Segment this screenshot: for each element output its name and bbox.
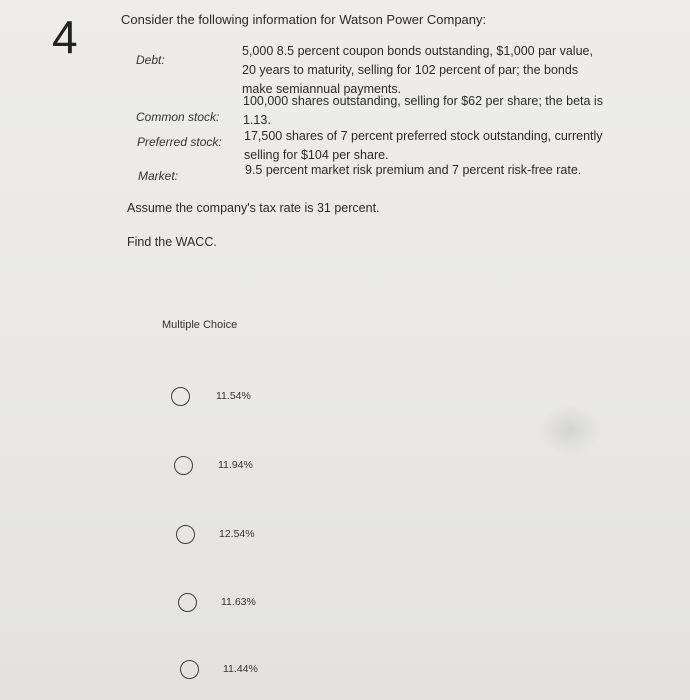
market-description bbox=[245, 161, 581, 180]
multiple-choice-title: Multiple Choice bbox=[162, 319, 238, 331]
debt-line-1: 5,000 8.5 percent coupon bonds outstanding, $1,000 par value, bbox=[242, 44, 593, 58]
radio-button-icon[interactable] bbox=[176, 525, 195, 544]
debt-line-2: 20 years to maturity, selling for 102 percent of par; the bonds bbox=[242, 63, 579, 77]
choice-option-5[interactable] bbox=[180, 657, 300, 681]
choice-option-3[interactable] bbox=[176, 522, 296, 546]
debt-label: Debt: bbox=[136, 53, 165, 67]
choice-label: 11.54% bbox=[216, 390, 251, 402]
common-stock-description bbox=[243, 92, 603, 130]
radio-button-icon[interactable] bbox=[180, 660, 199, 679]
choice-option-2[interactable] bbox=[174, 453, 294, 477]
common-stock-line-1: 100,000 shares outstanding, selling for $62 per share; the beta is bbox=[243, 94, 603, 108]
question-prompt: Find the WACC. bbox=[127, 235, 217, 249]
market-line-1: 9.5 percent market risk premium and 7 percent risk-free rate. bbox=[245, 163, 582, 177]
radio-button-icon[interactable] bbox=[171, 387, 190, 406]
choice-label: 12.54% bbox=[219, 528, 255, 540]
choice-label: 11.94% bbox=[218, 459, 253, 471]
debt-line-3: make semiannual payments. bbox=[242, 82, 402, 96]
radio-button-icon[interactable] bbox=[178, 593, 197, 612]
common-stock-label: Common stock: bbox=[136, 110, 220, 124]
radio-button-icon[interactable] bbox=[174, 456, 193, 475]
screen-glare bbox=[540, 405, 600, 455]
preferred-stock-line-1: 17,500 shares of 7 percent preferred stock outstanding, currently bbox=[244, 129, 603, 143]
choice-option-1[interactable] bbox=[171, 384, 291, 408]
preferred-stock-label: Preferred stock: bbox=[137, 135, 222, 149]
preferred-stock-line-2: selling for $104 per share. bbox=[244, 148, 389, 162]
choice-label: 11.44% bbox=[223, 663, 258, 675]
common-stock-line-2: 1.13. bbox=[243, 113, 271, 127]
question-number: 4 bbox=[52, 11, 78, 63]
choice-label: 11.63% bbox=[221, 596, 256, 608]
tax-note: Assume the company's tax rate is 31 percent. bbox=[127, 201, 380, 215]
question-intro: Consider the following information for Watson Power Company: bbox=[121, 12, 487, 27]
market-label: Market: bbox=[138, 169, 179, 183]
debt-description bbox=[242, 42, 593, 99]
preferred-stock-description bbox=[244, 127, 603, 165]
choice-option-4[interactable] bbox=[178, 590, 298, 614]
